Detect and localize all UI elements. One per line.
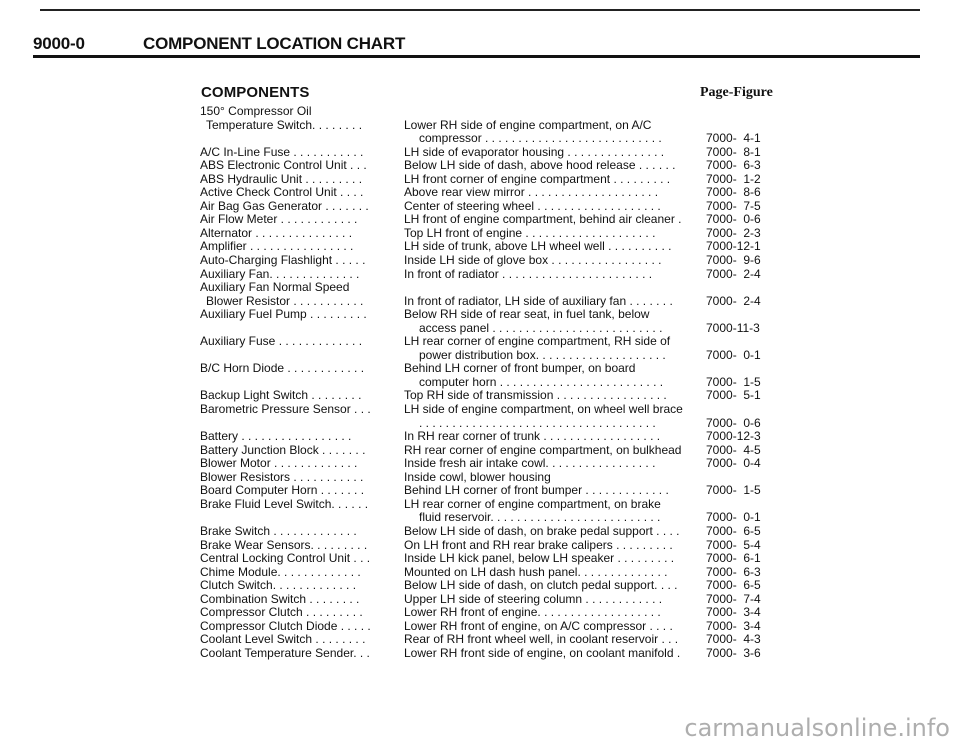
row-line — [200, 132, 780, 146]
component-location: Upper LH side of steering column . . . . . . . . . . . . — [404, 592, 663, 606]
row-line — [200, 417, 780, 431]
component-name: Blower Resistors . . . . . . . . . . . — [200, 470, 364, 484]
table-row — [200, 457, 780, 471]
table-row — [200, 620, 780, 634]
component-location: Below RH side of rear seat, in fuel tank, below — [404, 308, 650, 322]
component-location: Below LH side of dash, on clutch pedal support. . . . — [404, 579, 678, 593]
row-line — [200, 349, 780, 363]
page-figure-ref: 7000-12-1 — [706, 239, 761, 254]
table-row — [200, 389, 780, 403]
row-line — [200, 254, 780, 268]
component-name: Blower Motor . . . . . . . . . . . . . — [200, 457, 358, 471]
component-name: Alternator . . . . . . . . . . . . . . . — [200, 226, 353, 240]
component-name: Backup Light Switch . . . . . . . . — [200, 389, 362, 403]
component-name: Combination Switch . . . . . . . . — [200, 592, 360, 606]
row-line — [200, 457, 780, 471]
component-location: LH front corner of engine compartment . . . . . . . . . — [404, 172, 671, 186]
component-name: Clutch Switch. . . . . . . . . . . . . — [200, 579, 357, 593]
page-figure-ref: 7000- 5-4 — [706, 537, 761, 552]
page-figure-ref: 7000- 6-1 — [706, 551, 761, 566]
component-name: Coolant Level Switch . . . . . . . . — [200, 633, 366, 647]
table-row — [200, 186, 780, 200]
page-figure-ref: 7000- 8-6 — [706, 185, 761, 200]
page-figure-ref: 7000- 6-3 — [706, 564, 761, 579]
header-rule — [33, 55, 920, 58]
row-line — [200, 647, 780, 661]
row-line — [200, 525, 780, 539]
component-location: . . . . . . . . . . . . . . . . . . . . . . . . . . . . . . . . . . . . — [419, 416, 656, 430]
table-row — [200, 240, 780, 254]
page-figure-ref: 7000- 0-1 — [706, 510, 761, 525]
components-heading: COMPONENTS — [201, 84, 310, 101]
component-name: Auxiliary Fan. . . . . . . . . . . . . . — [200, 267, 360, 281]
row-line — [200, 376, 780, 390]
row-line — [200, 566, 780, 580]
row-line — [200, 444, 780, 458]
component-name: Auxiliary Fuel Pump . . . . . . . . . — [200, 308, 367, 322]
component-name: Auxiliary Fan Normal Speed — [200, 281, 350, 295]
page-figure-ref: 7000- 0-4 — [706, 456, 761, 471]
page-header — [33, 34, 920, 54]
component-location: Inside cowl, blower housing — [404, 470, 551, 484]
component-location: Lower RH front of engine, on A/C compressor . . . . — [404, 619, 673, 633]
component-location: LH side of engine compartment, on wheel well brace — [404, 403, 683, 417]
component-name: Blower Resistor . . . . . . . . . . . — [206, 294, 364, 308]
row-line — [200, 105, 780, 119]
row-line — [200, 240, 780, 254]
page-figure-ref: 7000- 1-5 — [706, 483, 761, 498]
page-figure-ref: 7000- 0-6 — [706, 212, 761, 227]
table-row — [200, 606, 780, 620]
page-figure-ref: 7000- 4-5 — [706, 442, 761, 457]
row-line — [200, 173, 780, 187]
page-figure-ref: 7000- 2-4 — [706, 266, 761, 281]
component-location: LH side of trunk, above LH wheel well . . . . . . . . . . — [404, 240, 672, 254]
top-rule — [40, 9, 920, 11]
row-line — [200, 281, 780, 295]
page-figure-ref: 7000- 3-6 — [706, 645, 761, 660]
table-row — [200, 539, 780, 553]
component-location: LH side of evaporator housing . . . . . . . . . . . . . . . — [404, 145, 665, 159]
component-location: Lower RH front side of engine, on coolant manifold . — [404, 646, 681, 660]
component-location: Above rear view mirror . . . . . . . . . . . . . . . . . . . . — [404, 186, 659, 200]
component-location: Below LH side of dash, on brake pedal support . . . . — [404, 524, 680, 538]
page-figure-ref: 7000-12-3 — [706, 429, 761, 444]
table-row — [200, 362, 780, 389]
page-figure-ref: 7000- 6-3 — [706, 158, 761, 173]
row-line — [200, 539, 780, 553]
row-line — [200, 593, 780, 607]
table-row — [200, 647, 780, 661]
table-row — [200, 335, 780, 362]
row-line — [200, 606, 780, 620]
page-figure-ref: 7000- 7-4 — [706, 591, 761, 606]
component-name: Battery Junction Block . . . . . . . — [200, 443, 366, 457]
row-line — [200, 471, 780, 485]
component-name: Temperature Switch. . . . . . . . — [206, 118, 363, 132]
table-row — [200, 146, 780, 160]
table-row — [200, 308, 780, 335]
component-location-table — [200, 105, 780, 660]
row-line — [200, 511, 780, 525]
table-row — [200, 552, 780, 566]
row-line — [200, 213, 780, 227]
row-line — [200, 186, 780, 200]
component-location: Inside LH side of glove box . . . . . . . . . . . . . . . . . — [404, 254, 662, 268]
table-row — [200, 159, 780, 173]
component-name: Barometric Pressure Sensor . . . — [200, 403, 371, 417]
component-location: RH rear corner of engine compartment, on bulkhead — [404, 443, 682, 457]
table-row — [200, 498, 780, 525]
component-location: Lower RH front of engine. . . . . . . . . . . . . . . . . . . — [404, 606, 661, 620]
component-location: Behind LH corner of front bumper . . . . . . . . . . . . . — [404, 484, 669, 498]
row-line — [200, 227, 780, 241]
table-row — [200, 403, 780, 430]
table-row — [200, 566, 780, 580]
component-name: Compressor Clutch . . . . . . . . . — [200, 606, 363, 620]
page-figure-ref: 7000- 8-1 — [706, 144, 761, 159]
row-line — [200, 362, 780, 376]
row-line — [200, 119, 780, 133]
component-name: Auxiliary Fuse . . . . . . . . . . . . . — [200, 335, 363, 349]
page-figure-ref: 7000- 9-6 — [706, 253, 761, 268]
watermark: carmanualsonline.info — [684, 714, 950, 742]
row-line — [200, 146, 780, 160]
row-line — [200, 484, 780, 498]
table-row — [200, 444, 780, 458]
component-name: Coolant Temperature Sender. . . — [200, 646, 370, 660]
component-name: Air Flow Meter . . . . . . . . . . . . — [200, 213, 358, 227]
row-line — [200, 159, 780, 173]
row-line — [200, 389, 780, 403]
table-row — [200, 200, 780, 214]
row-line — [200, 322, 780, 336]
section-code: 9000-0 — [33, 34, 85, 53]
page-figure-ref: 7000- 3-4 — [706, 605, 761, 620]
component-name: ABS Hydraulic Unit . . . . . . . . . — [200, 172, 363, 186]
component-name: A/C In-Line Fuse . . . . . . . . . . . — [200, 145, 364, 159]
table-row — [200, 593, 780, 607]
table-row — [200, 484, 780, 498]
page-figure-ref: 7000- 6-5 — [706, 523, 761, 538]
component-location: LH front of engine compartment, behind air cleaner . — [404, 213, 682, 227]
table-row — [200, 173, 780, 187]
table-row — [200, 471, 780, 485]
page-title: COMPONENT LOCATION CHART — [143, 34, 406, 53]
table-row — [200, 579, 780, 593]
component-name: B/C Horn Diode . . . . . . . . . . . . — [200, 362, 365, 376]
page-figure-ref: 7000- 4-3 — [706, 632, 761, 647]
table-row — [200, 213, 780, 227]
page-figure-ref: 7000- 1-5 — [706, 374, 761, 389]
page-figure-ref: 7000- 6-5 — [706, 578, 761, 593]
page-figure-ref: 7000- 0-1 — [706, 347, 761, 362]
table-row — [200, 268, 780, 282]
row-line — [200, 268, 780, 282]
page-figure-heading: Page-Figure — [700, 85, 773, 100]
component-name: Amplifier . . . . . . . . . . . . . . . . — [200, 240, 354, 254]
table-row — [200, 254, 780, 268]
component-location: In RH rear corner of trunk . . . . . . . . . . . . . . . . . . — [404, 430, 661, 444]
component-location: LH rear corner of engine compartment, RH side of — [404, 335, 671, 349]
component-name: Board Computer Horn . . . . . . . — [200, 484, 365, 498]
page-figure-ref: 7000- 1-2 — [706, 171, 761, 186]
component-name: Compressor Clutch Diode . . . . . — [200, 619, 371, 633]
component-name: Brake Wear Sensors. . . . . . . . . — [200, 538, 368, 552]
row-line — [200, 403, 780, 417]
component-location: Inside fresh air intake cowl. . . . . . . . . . . . . . . . . — [404, 457, 656, 471]
row-line — [200, 200, 780, 214]
component-location: Top LH front of engine . . . . . . . . . . . . . . . . . . . . — [404, 226, 656, 240]
table-row — [200, 105, 780, 146]
component-name: Active Check Control Unit . . . . — [200, 186, 364, 200]
page-figure-ref: 7000- 3-4 — [706, 618, 761, 633]
row-line — [200, 308, 780, 322]
component-name: Chime Module. . . . . . . . . . . . . — [200, 565, 361, 579]
row-line — [200, 295, 780, 309]
component-location: Rear of RH front wheel well, in coolant reservoir . . . — [404, 633, 679, 647]
component-name: Brake Fluid Level Switch. . . . . . — [200, 497, 369, 511]
row-line — [200, 430, 780, 444]
page-figure-ref: 7000- 2-4 — [706, 293, 761, 308]
row-line — [200, 620, 780, 634]
component-location: fluid reservoir. . . . . . . . . . . . . . . . . . . . . . . . . . — [419, 511, 661, 525]
page-figure-ref: 7000- 2-3 — [706, 225, 761, 240]
component-name: Brake Switch . . . . . . . . . . . . . — [200, 524, 357, 538]
page-figure-ref: 7000- 4-1 — [706, 131, 761, 146]
component-location: Below LH side of dash, above hood release . . . . . . — [404, 159, 676, 173]
component-name: Air Bag Gas Generator . . . . . . . — [200, 199, 369, 213]
component-location: In front of radiator, LH side of auxiliary fan . . . . . . . — [404, 294, 673, 308]
component-name: Auto-Charging Flashlight . . . . . — [200, 254, 366, 268]
table-row — [200, 525, 780, 539]
component-location: computer horn . . . . . . . . . . . . . . . . . . . . . . . . . — [419, 375, 664, 389]
component-name: Battery . . . . . . . . . . . . . . . . . — [200, 430, 352, 444]
component-location: access panel . . . . . . . . . . . . . . . . . . . . . . . . . . — [419, 321, 663, 335]
table-row — [200, 633, 780, 647]
component-name: Central Locking Control Unit . . . — [200, 552, 371, 566]
table-row — [200, 227, 780, 241]
page-figure-ref: 7000- 7-5 — [706, 198, 761, 213]
page-figure-ref: 7000- 0-6 — [706, 415, 761, 430]
table-row — [200, 430, 780, 444]
component-location: Top RH side of transmission . . . . . . . . . . . . . . . . . — [404, 389, 667, 403]
page-figure-ref: 7000-11-3 — [706, 320, 760, 335]
component-location: LH rear corner of engine compartment, on brake — [404, 497, 661, 511]
component-name: 150° Compressor Oil — [200, 105, 312, 118]
component-location: Lower RH side of engine compartment, on A/C — [404, 118, 652, 132]
table-row — [200, 281, 780, 308]
component-location: Center of steering wheel . . . . . . . . . . . . . . . . . . . — [404, 199, 661, 213]
component-name: ABS Electronic Control Unit . . . — [200, 159, 367, 173]
row-line — [200, 552, 780, 566]
component-location: power distribution box. . . . . . . . . . . . . . . . . . . . — [419, 348, 666, 362]
component-location: On LH front and RH rear brake calipers . . . . . . . . . — [404, 538, 673, 552]
component-location: In front of radiator . . . . . . . . . . . . . . . . . . . . . . . — [404, 267, 653, 281]
row-line — [200, 633, 780, 647]
row-line — [200, 498, 780, 512]
page-figure-ref: 7000- 5-1 — [706, 388, 761, 403]
row-line — [200, 335, 780, 349]
component-location: Mounted on LH dash hush panel. . . . . . . . . . . . . . — [404, 565, 668, 579]
component-location: Behind LH corner of front bumper, on board — [404, 362, 636, 376]
component-location: compressor . . . . . . . . . . . . . . . . . . . . . . . . . . . — [419, 132, 662, 146]
component-location: Inside LH kick panel, below LH speaker . . . . . . . . . — [404, 552, 675, 566]
row-line — [200, 579, 780, 593]
